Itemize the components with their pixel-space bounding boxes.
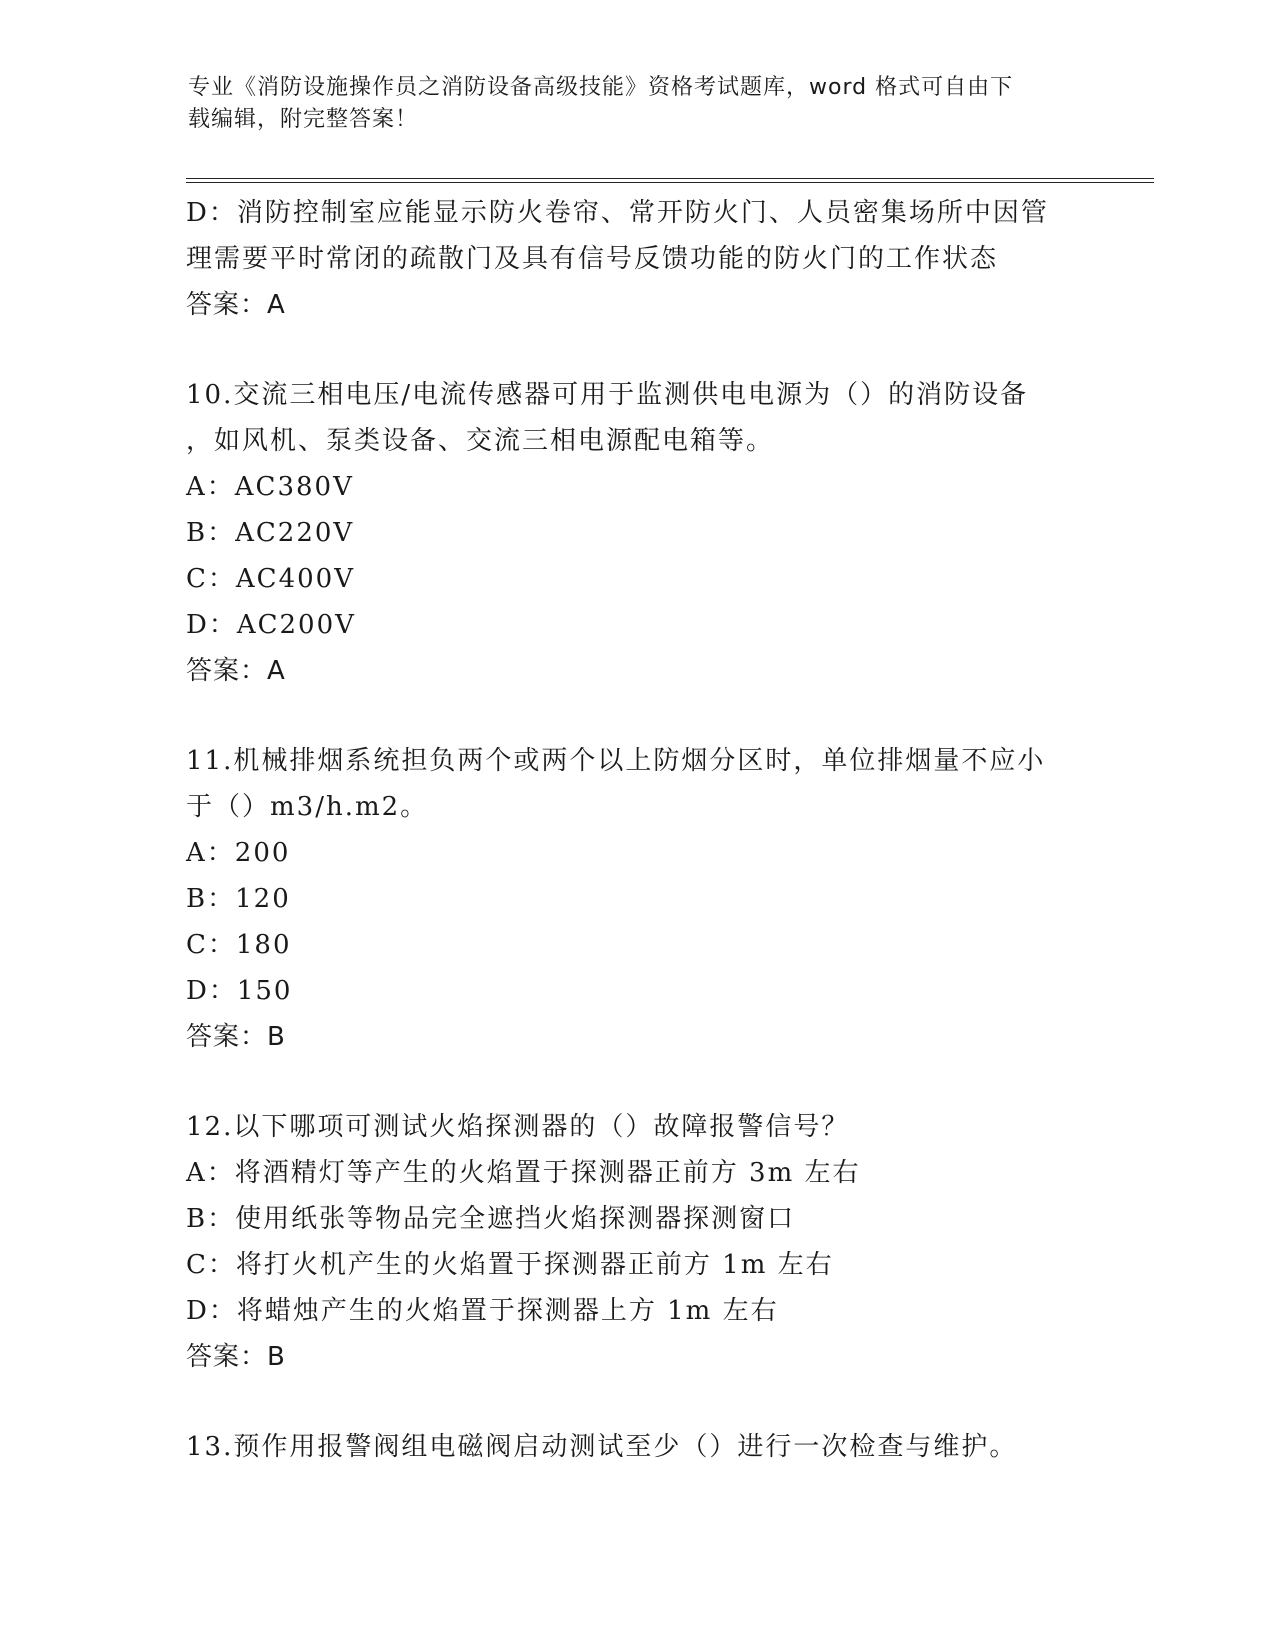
question-text: 11.机械排烟系统担负两个或两个以上防烟分区时，单位排烟量不应小 bbox=[186, 746, 1046, 776]
question-9 bbox=[186, 190, 1086, 328]
question-text: 12.以下哪项可测试火焰探测器的（）故障报警信号？ bbox=[186, 1112, 850, 1142]
option-b: B：120 bbox=[186, 884, 291, 914]
option-c: C：将打火机产生的火焰置于探测器正前方 1m 左右 bbox=[186, 1250, 834, 1280]
spacer bbox=[186, 1060, 1086, 1104]
document-header bbox=[188, 72, 1068, 136]
option-d: D：将蜡烛产生的火焰置于探测器上方 1m 左右 bbox=[186, 1296, 779, 1326]
option-d-continued: 理需要平时常闭的疏散门及具有信号反馈功能的防火门的工作状态 bbox=[186, 244, 999, 274]
question-13 bbox=[186, 1424, 1086, 1470]
option-c: C：AC400V bbox=[186, 564, 355, 594]
answer: 答案：B bbox=[186, 1342, 286, 1372]
question-text-continued: 于（）m3/h.m2。 bbox=[186, 792, 429, 822]
question-10 bbox=[186, 372, 1086, 694]
question-text: 13.预作用报警阀组电磁阀启动测试至少（）进行一次检查与维护。 bbox=[186, 1432, 1018, 1462]
spacer bbox=[186, 328, 1086, 372]
question-11 bbox=[186, 738, 1086, 1060]
question-text-continued: ，如风机、泵类设备、交流三相电源配电箱等。 bbox=[186, 426, 775, 456]
option-d: D：消防控制室应能显示防火卷帘、常开防火门、人员密集场所中因管 bbox=[186, 198, 1049, 228]
question-list bbox=[186, 190, 1086, 1470]
answer: 答案：A bbox=[186, 290, 286, 320]
option-b: B：AC220V bbox=[186, 518, 355, 548]
question-text: 10.交流三相电压/电流传感器可用于监测供电电源为（）的消防设备 bbox=[186, 380, 1029, 410]
option-a: A：将酒精灯等产生的火焰置于探测器正前方 3m 左右 bbox=[186, 1158, 861, 1188]
spacer bbox=[186, 694, 1086, 738]
option-a: A：AC380V bbox=[186, 472, 354, 502]
option-a: A：200 bbox=[186, 838, 291, 868]
option-d: D：AC200V bbox=[186, 610, 356, 640]
spacer bbox=[186, 1380, 1086, 1424]
option-b: B：使用纸张等物品完全遮挡火焰探测器探测窗口 bbox=[186, 1204, 796, 1234]
option-d: D：150 bbox=[186, 976, 293, 1006]
header-divider bbox=[186, 178, 1154, 183]
header-line-1: 专业《消防设施操作员之消防设备高级技能》资格考试题库，word 格式可自由下 bbox=[188, 75, 1014, 100]
question-12 bbox=[186, 1104, 1086, 1380]
header-line-2: 载编辑，附完整答案！ bbox=[188, 107, 419, 132]
option-c: C：180 bbox=[186, 930, 292, 960]
answer: 答案：B bbox=[186, 1022, 286, 1052]
answer: 答案：A bbox=[186, 656, 286, 686]
